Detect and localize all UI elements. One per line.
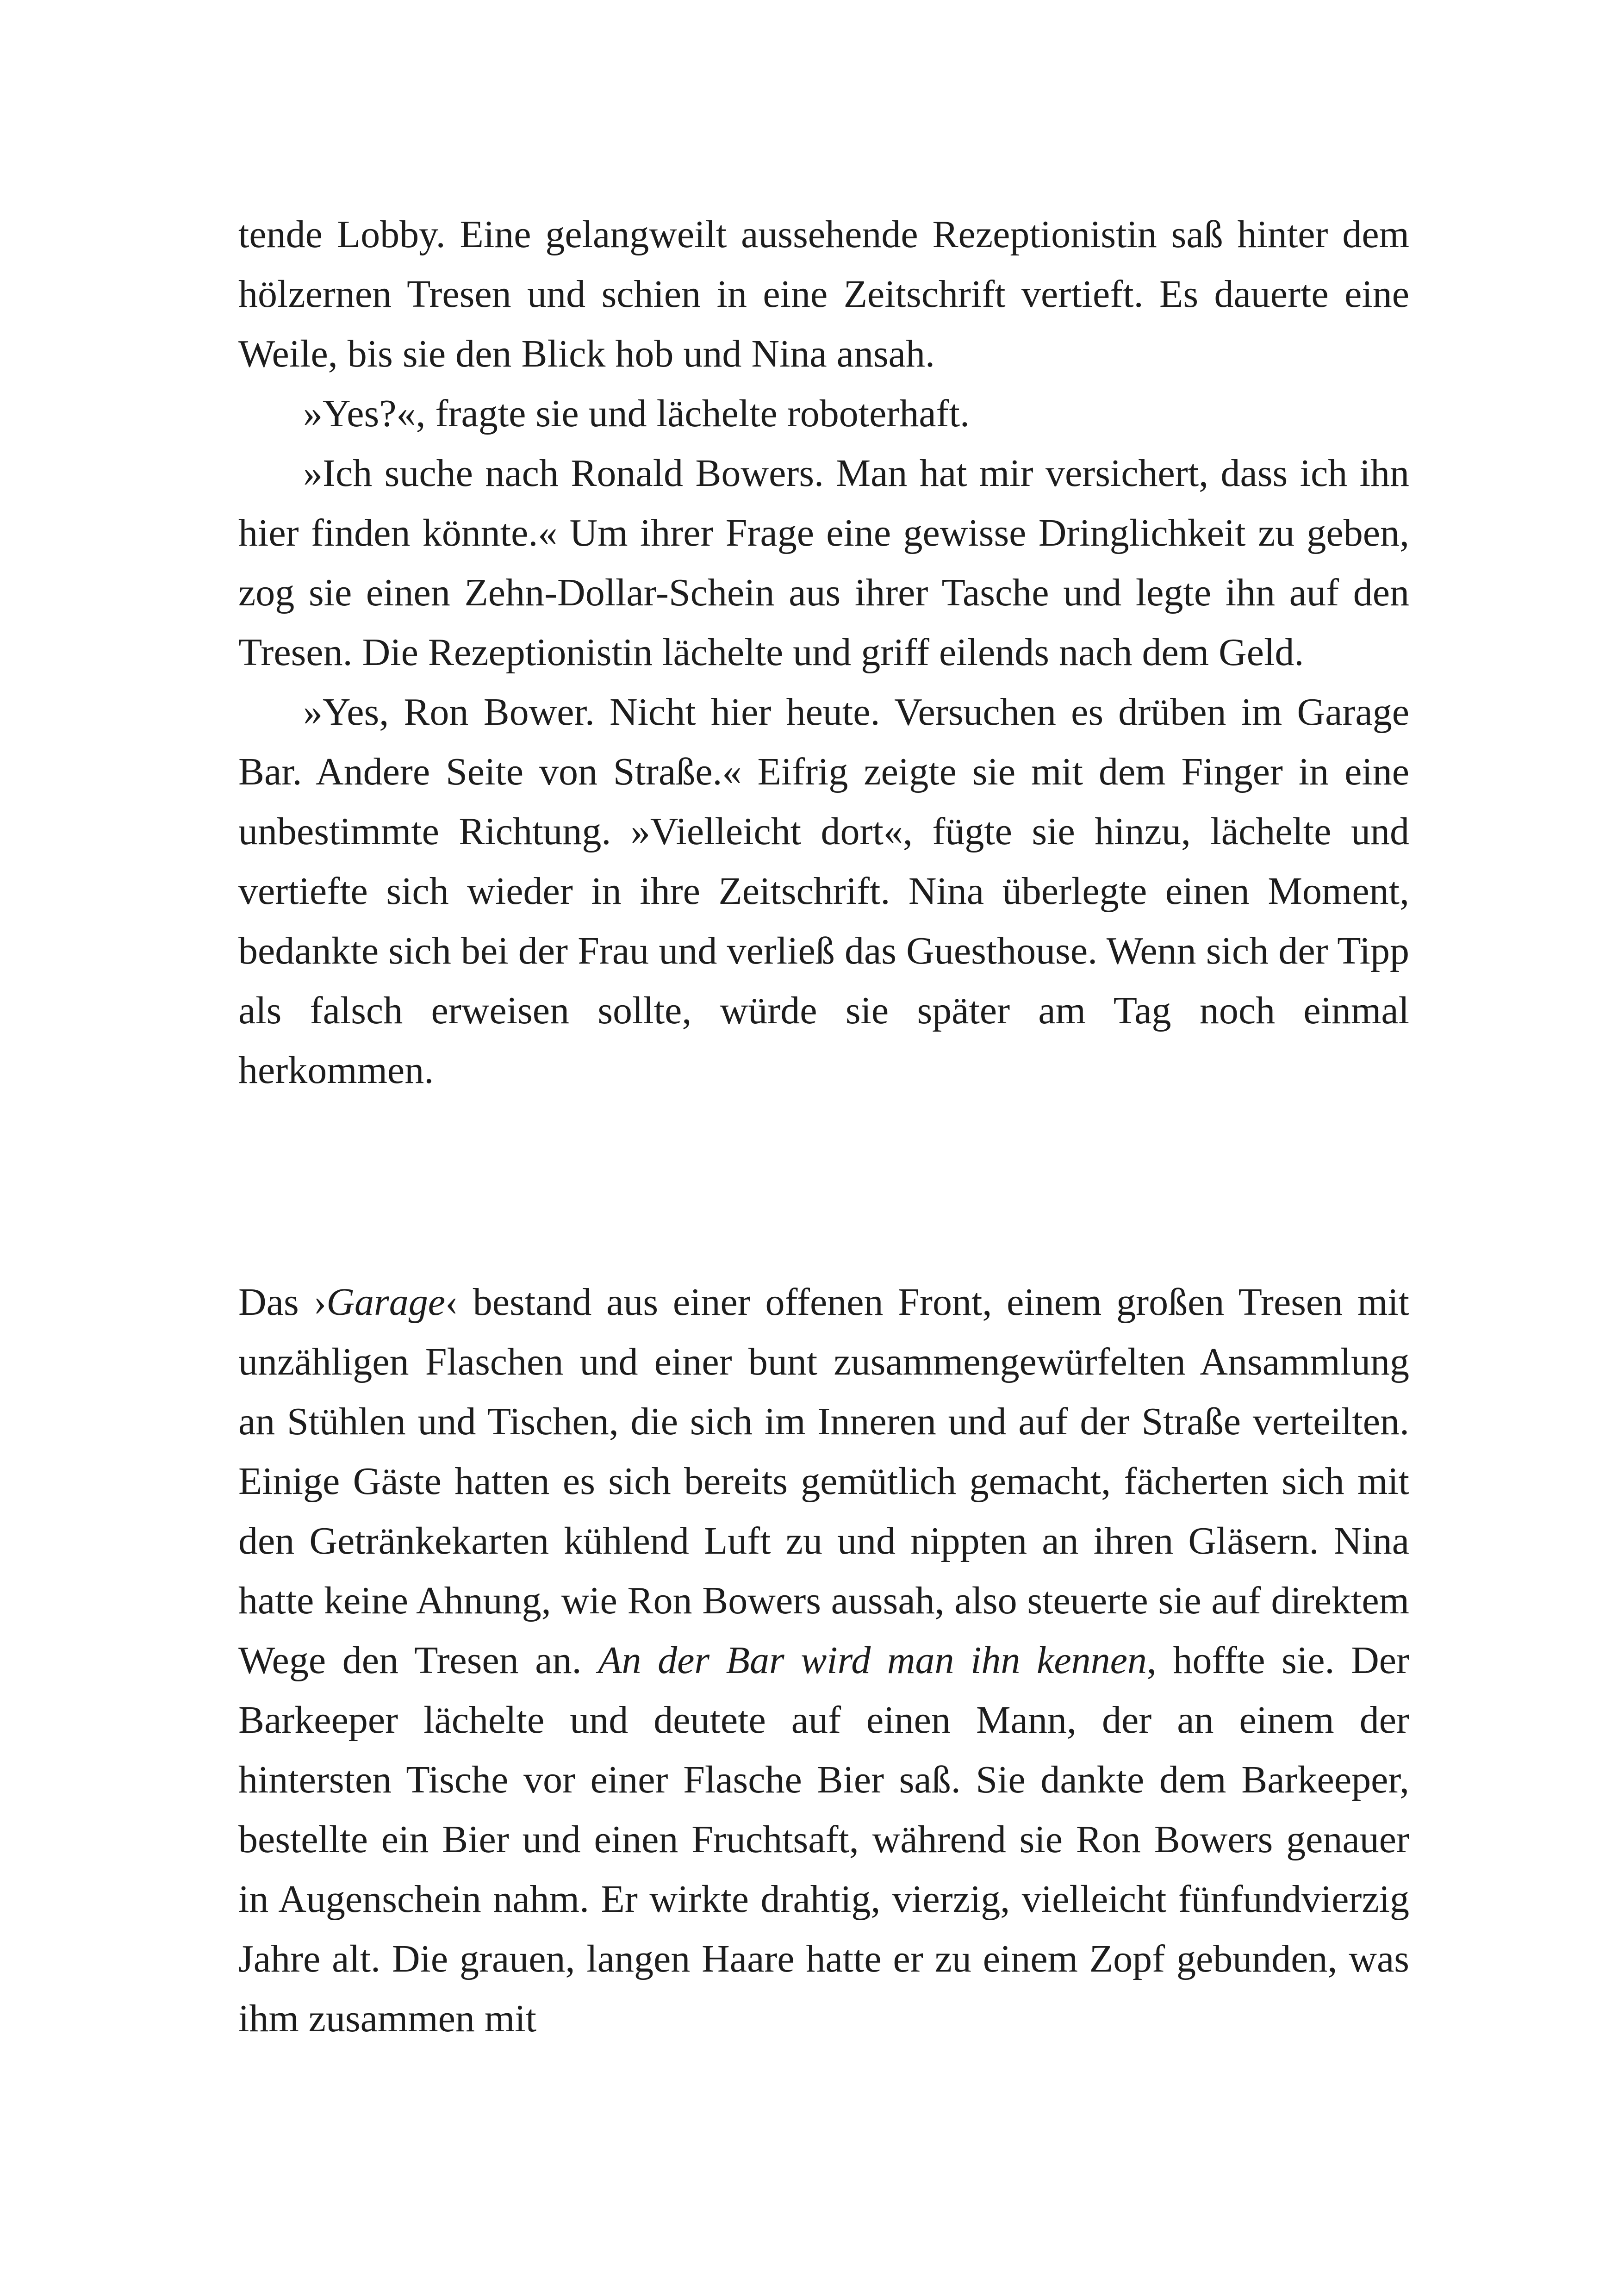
- paragraph: tende Lobby. Eine gelangweilt aussehende Rezeptionistin saß hinter dem hölzernen Tresen und schien in eine Zeitschrift vertieft. Es dauerte eine Weile, bis sie den Blick hob und Nina ansah.: [238, 213, 1409, 375]
- text-run: ‹ bestand aus einer offenen Front, einem großen Tresen mit unzähligen Flaschen und einer bunt zusammengewürfelten Ansammlung an Stühlen und Tischen, die sich im Inneren und auf der Straße verteilten. Einige Gäste hatten es sich bereits gemütlich gemacht, fächerten sich mit den Getränkekarten kühlend Luft zu und nippten an ihren Gläsern. Nina hatte keine Ahnung, wie Ron Bowers aussah, also steuerte sie auf direktem Wege den Tresen an.: [238, 1281, 1409, 1682]
- italic-text: An der Bar wird man ihn kennen: [598, 1639, 1147, 1682]
- paragraph: »Yes?«, fragte sie und lächelte roboterhaft.: [303, 392, 970, 435]
- section-one: [238, 205, 1409, 1100]
- text-run: Das ›: [238, 1281, 327, 1324]
- text-run: , hoffte sie. Der Barkeeper lächelte und deutete auf einen Mann, der an einem der hintersten Tische vor einer Flasche Bier saß. Sie dankte dem Barkeeper, bestellte ein Bier und einen Fruchtsaft, während sie Ron Bowers genauer in Augenschein nahm. Er wirkte drahtig, vierzig, vielleicht fünfundvierzig Jahre alt. Die grauen, langen Haare hatte er zu einem Zopf gebunden, was ihm zusammen mit: [238, 1639, 1410, 2040]
- paragraph: »Ich suche nach Ronald Bowers. Man hat mir versichert, dass ich ihn hier finden könnte.« Um ihrer Frage eine gewisse Dringlichkeit zu geben, zog sie einen Zehn-Dollar-Schein aus ihrer Tasche und legte ihn auf den Tresen. Die Rezeptionistin lächelte und griff eilends nach dem Geld.: [238, 452, 1409, 674]
- paragraph: [238, 1272, 1409, 2048]
- italic-text: Garage: [326, 1281, 446, 1324]
- section-two: [238, 1272, 1409, 2048]
- paragraph: »Yes, Ron Bower. Nicht hier heute. Versuchen es drüben im Garage Bar. Andere Seite von Straße.« Eifrig zeigte sie mit dem Finger in eine unbestimmte Richtung. »Vielleicht dort«, fügte sie hinzu, lächelte und vertiefte sich wieder in ihre Zeitschrift. Nina überlegte einen Moment, bedankte sich bei der Frau und verließ das Guesthouse. Wenn sich der Tipp als falsch erweisen sollte, würde sie später am Tag noch einmal herkommen.: [238, 691, 1409, 1092]
